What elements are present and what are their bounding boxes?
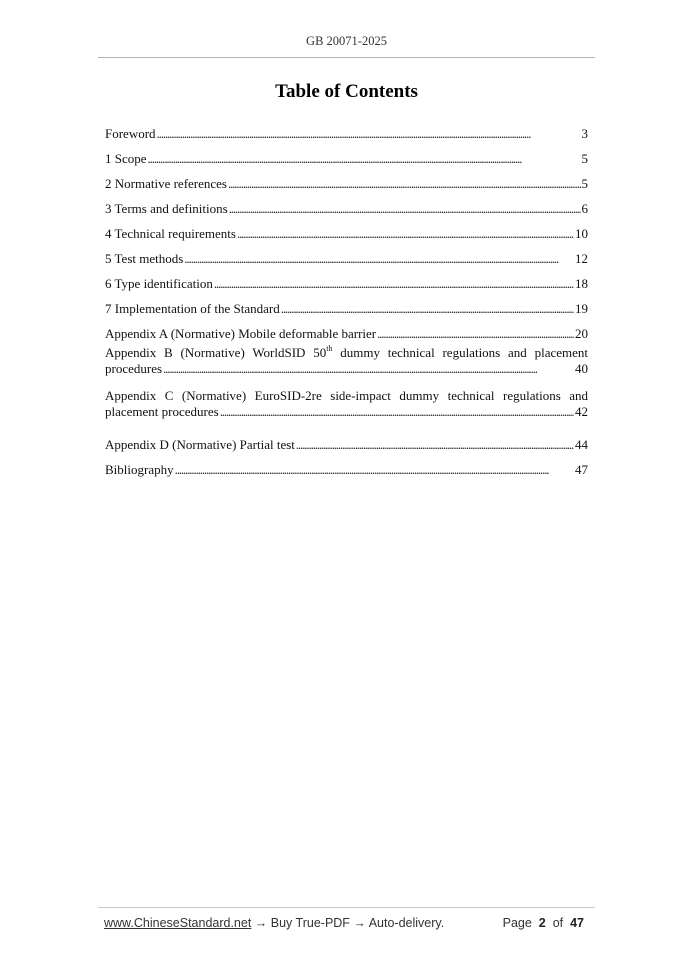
toc-entry-bibliography[interactable] (105, 453, 588, 478)
toc-leader-dots (296, 437, 574, 453)
toc-entry-implementation[interactable] (105, 292, 588, 317)
toc-entry-label-part: Appendix B (Normative) WorldSID 50 (105, 345, 327, 360)
toc-leader-dots (220, 404, 574, 420)
page-word: Page (502, 916, 532, 930)
toc-entry-page: 3 (581, 126, 588, 141)
toc-entry-label: 1 Scope (105, 151, 147, 166)
toc-leader-dots (163, 361, 574, 377)
page-title: Table of Contents (275, 81, 418, 102)
toc-entry-appendix-b[interactable] (105, 342, 588, 385)
toc-leader-dots (175, 462, 574, 478)
toc-entry-label-line: Appendix C (Normative) EuroSID-2re side-impact dummy technical regulations and (105, 388, 588, 403)
toc-entry-label-part: procedures (105, 361, 163, 376)
toc-entry-page: 42 (575, 404, 588, 419)
toc-leader-dots (184, 251, 574, 267)
toc-entry-page: 5 (581, 151, 588, 166)
toc-entry-label: Bibliography (105, 462, 174, 477)
toc-leader-dots (237, 226, 574, 242)
toc-entry-page: 19 (575, 301, 588, 316)
header-divider (98, 57, 595, 58)
toc-entry-type-identification[interactable] (105, 267, 588, 292)
toc-entry-label: 6 Type identification (105, 276, 213, 291)
current-page: 2 (538, 916, 546, 930)
footer-divider (98, 907, 595, 908)
toc-entry-label-part: dummy technical regulations and placement (332, 345, 588, 360)
toc-entry-label: 5 Test methods (105, 251, 184, 266)
toc-leader-dots (377, 326, 574, 342)
toc-entry-label: Appendix A (Normative) Mobile deformable barrier (105, 326, 377, 341)
site-link[interactable]: www.ChineseStandard.net (104, 916, 252, 930)
toc-entry-label: 3 Terms and definitions (105, 201, 228, 216)
toc-entry-label: Foreword (105, 126, 156, 141)
toc-entry-page: 47 (575, 462, 588, 477)
toc-entry-appendix-a[interactable] (105, 317, 588, 342)
page-footer (104, 916, 584, 934)
toc-entry-technical-requirements[interactable] (105, 217, 588, 242)
superscript-th: th (326, 343, 333, 353)
toc-leader-dots (228, 176, 581, 192)
toc-entry-page: 18 (575, 276, 588, 291)
toc-entry-page: 5 (581, 176, 588, 191)
toc-leader-dots (214, 276, 574, 292)
toc-leader-dots (148, 151, 581, 167)
page-of-word: of (552, 916, 564, 930)
toc-entry-appendix-d[interactable] (105, 428, 588, 453)
toc-entry-label-line (105, 345, 588, 361)
toc-entry-page: 44 (575, 437, 588, 452)
footer-promo (104, 916, 444, 930)
toc-entry-appendix-c[interactable] (105, 385, 588, 428)
toc-entry-page: 20 (575, 326, 588, 341)
toc-entry-page: 6 (581, 201, 588, 216)
toc-leader-dots (157, 126, 581, 142)
toc-entry-label: 4 Technical requirements (105, 226, 236, 241)
toc-leader-dots (229, 201, 581, 217)
document-code-header: GB 20071-2025 (306, 34, 387, 48)
total-pages: 47 (570, 916, 584, 930)
toc-entry-label: 2 Normative references (105, 176, 227, 191)
toc-entry-terms-and-definitions[interactable] (105, 192, 588, 217)
footer-promo-text: → Buy True-PDF → Auto-delivery. (251, 916, 445, 930)
toc-entry-page: 12 (575, 251, 588, 266)
table-of-contents (105, 117, 588, 478)
toc-entry-label: Appendix D (Normative) Partial test (105, 437, 295, 452)
toc-entry-foreword[interactable] (105, 117, 588, 142)
toc-entry-label-line (105, 404, 588, 420)
toc-entry-label-line (105, 361, 588, 377)
toc-leader-dots (281, 301, 574, 317)
toc-entry-normative-references[interactable] (105, 167, 588, 192)
toc-entry-page: 40 (575, 361, 588, 376)
toc-entry-test-methods[interactable] (105, 242, 588, 267)
page-indicator (503, 916, 584, 930)
toc-entry-scope[interactable] (105, 142, 588, 167)
toc-entry-label-part: placement procedures (105, 404, 219, 419)
toc-entry-label: 7 Implementation of the Standard (105, 301, 280, 316)
toc-entry-page: 10 (575, 226, 588, 241)
